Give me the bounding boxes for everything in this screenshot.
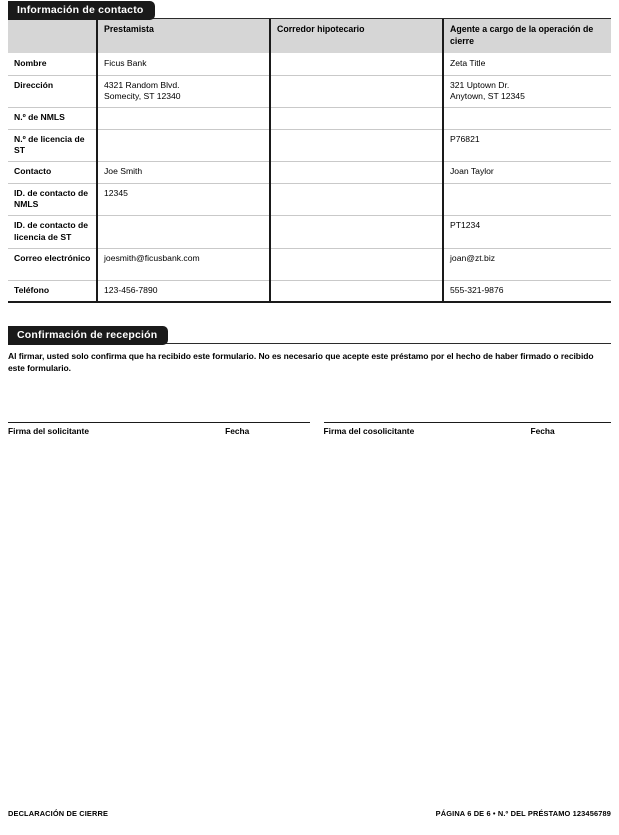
confirmation-section-header bbox=[8, 325, 611, 344]
cell-agent: Zeta Title bbox=[443, 54, 611, 75]
cell-broker bbox=[270, 162, 443, 183]
contact-section-title: Información de contacto bbox=[8, 1, 155, 20]
table-row bbox=[8, 129, 611, 162]
confirmation-section bbox=[8, 325, 611, 436]
cell-broker bbox=[270, 183, 443, 216]
footer-page-and-loan-number: PÁGINA 6 DE 6 • N.º DEL PRÉSTAMO 123456789 bbox=[435, 809, 611, 818]
row-label: N.º de licencia de ST bbox=[8, 129, 97, 162]
applicant-signature-label: Firma del solicitante bbox=[8, 425, 89, 436]
row-label: Correo electrónico bbox=[8, 249, 97, 281]
table-row bbox=[8, 183, 611, 216]
cell-lender bbox=[97, 129, 270, 162]
cell-broker bbox=[270, 108, 443, 129]
row-label: Nombre bbox=[8, 54, 97, 75]
cell-agent: PT1234 bbox=[443, 216, 611, 249]
row-label: Dirección bbox=[8, 75, 97, 108]
column-header-agent: Agente a cargo de la operación de cierre bbox=[443, 19, 611, 54]
cell-agent: 321 Uptown Dr. Anytown, ST 12345 bbox=[443, 75, 611, 108]
coapplicant-signature-labels bbox=[324, 423, 612, 436]
row-label: N.º de NMLS bbox=[8, 108, 97, 129]
cell-agent: Joan Taylor bbox=[443, 162, 611, 183]
contact-section-header bbox=[8, 0, 611, 19]
applicant-signature-labels bbox=[8, 423, 310, 436]
table-row bbox=[8, 216, 611, 249]
contact-information-table bbox=[8, 19, 611, 301]
coapplicant-signature-group bbox=[310, 422, 612, 436]
column-header-broker: Corredor hipotecario bbox=[270, 19, 443, 54]
cell-lender: 123-456-7890 bbox=[97, 281, 270, 302]
cell-lender: Joe Smith bbox=[97, 162, 270, 183]
cell-lender bbox=[97, 216, 270, 249]
column-header-lender: Prestamista bbox=[97, 19, 270, 54]
cell-agent: 555-321-9876 bbox=[443, 281, 611, 302]
confirmation-body-text: Al firmar, usted solo confirma que ha recibido este formulario. No es necesario que acepte este préstamo por el hecho de haber firmado o recibido este formulario. bbox=[8, 351, 594, 373]
cell-agent bbox=[443, 108, 611, 129]
cell-broker bbox=[270, 54, 443, 75]
applicant-date-label: Fecha bbox=[225, 425, 250, 436]
table-row bbox=[8, 162, 611, 183]
table-row bbox=[8, 281, 611, 302]
cell-lender: 4321 Random Blvd. Somecity, ST 12340 bbox=[97, 75, 270, 108]
cell-agent bbox=[443, 183, 611, 216]
coapplicant-signature-label: Firma del cosolicitante bbox=[323, 425, 415, 436]
contact-table-header-row bbox=[8, 19, 611, 54]
cell-broker bbox=[270, 216, 443, 249]
column-header-blank bbox=[8, 19, 97, 54]
page-footer bbox=[8, 809, 611, 818]
cell-broker bbox=[270, 249, 443, 281]
cell-broker bbox=[270, 129, 443, 162]
table-row bbox=[8, 54, 611, 75]
cell-lender: joesmith@ficusbank.com bbox=[97, 249, 270, 281]
row-label: ID. de contacto de licencia de ST bbox=[8, 216, 97, 249]
contact-table-body bbox=[8, 54, 611, 302]
row-label: Teléfono bbox=[8, 281, 97, 302]
coapplicant-date-label: Fecha bbox=[530, 425, 555, 436]
applicant-signature-group bbox=[8, 422, 310, 436]
cell-broker bbox=[270, 75, 443, 108]
contact-table-head bbox=[8, 19, 611, 54]
contact-table-bottom-rule bbox=[8, 301, 611, 303]
signature-row bbox=[8, 422, 611, 436]
table-row bbox=[8, 108, 611, 129]
confirmation-section-title: Confirmación de recepción bbox=[8, 326, 168, 345]
cell-agent: joan@zt.biz bbox=[443, 249, 611, 281]
row-label: Contacto bbox=[8, 162, 97, 183]
cell-lender: Ficus Bank bbox=[97, 54, 270, 75]
table-row bbox=[8, 75, 611, 108]
cell-broker bbox=[270, 281, 443, 302]
cell-agent: P76821 bbox=[443, 129, 611, 162]
table-row bbox=[8, 249, 611, 281]
cell-lender: 12345 bbox=[97, 183, 270, 216]
row-label: ID. de contacto de NMLS bbox=[8, 183, 97, 216]
cell-lender bbox=[97, 108, 270, 129]
footer-document-name: DECLARACIÓN DE CIERRE bbox=[8, 809, 109, 818]
